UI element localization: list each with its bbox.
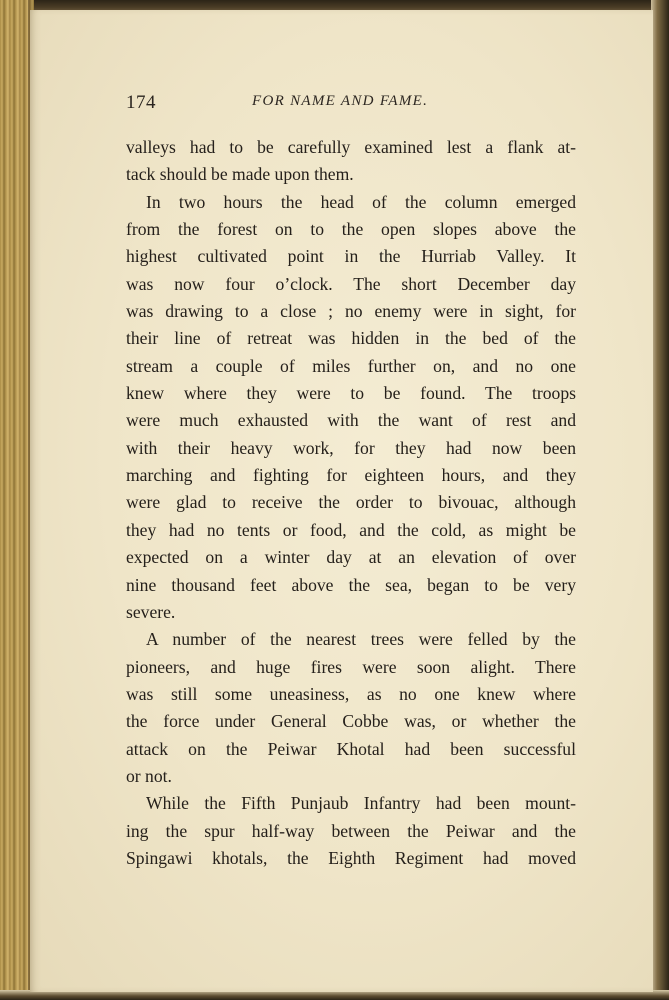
text-line: they had no tents or food, and the cold, as might be <box>126 519 576 540</box>
text-line: from the forest on to the open slopes above the <box>126 219 576 240</box>
text-line: pioneers, and huge fires were soon alight. There <box>126 656 576 677</box>
text-line: severe. <box>126 601 176 622</box>
text-line: expected on a winter day at an elevation of over <box>126 547 576 568</box>
page-number: 174 <box>126 92 156 113</box>
text-line: A number of the nearest trees were felled by the <box>146 629 576 650</box>
right-page-edge <box>651 0 669 1000</box>
text-line: valleys had to be carefully examined lest a flank at- <box>126 137 576 157</box>
running-title: FOR NAME AND FAME. <box>252 93 429 109</box>
text-line: was now four o’clock. The short December day <box>126 273 576 294</box>
page-header <box>126 92 486 122</box>
body-text <box>126 134 576 872</box>
text-line: was still some uneasiness, as no one knew where <box>126 683 576 704</box>
text-line: Spingawi khotals, the Eighth Regiment had moved <box>126 847 576 868</box>
text-line: marching and fighting for eighteen hours, and they <box>126 465 576 486</box>
text-line: nine thousand feet above the sea, began to be very <box>126 574 576 595</box>
text-line: While the Fifth Punjaub Infantry had been mount- <box>146 793 576 814</box>
text-line: the force under General Cobbe was, or whether the <box>126 711 576 732</box>
text-line: were much exhausted with the want of rest and <box>126 410 576 431</box>
text-line: stream a couple of miles further on, and no one <box>126 355 576 376</box>
text-line: attack on the Peiwar Khotal had been successful <box>126 738 576 759</box>
text-line: ing the spur half-way between the Peiwar and the <box>126 820 576 841</box>
text-line: or not. <box>126 765 172 786</box>
text-line: tack should be made upon them. <box>126 164 354 185</box>
text-line: was drawing to a close ; no enemy were in sight, for <box>126 301 576 322</box>
text-line: were glad to receive the order to bivouac, although <box>126 492 576 513</box>
text-line: knew where they were to be found. The troops <box>126 383 576 404</box>
gilt-page-edges <box>0 0 34 1000</box>
text-line: In two hours the head of the column emerged <box>146 191 576 212</box>
text-line: with their heavy work, for they had now been <box>126 437 576 458</box>
text-line: their line of retreat was hidden in the bed of the <box>126 328 576 349</box>
text-line: highest cultivated point in the Hurriab Valley. It <box>126 246 576 267</box>
